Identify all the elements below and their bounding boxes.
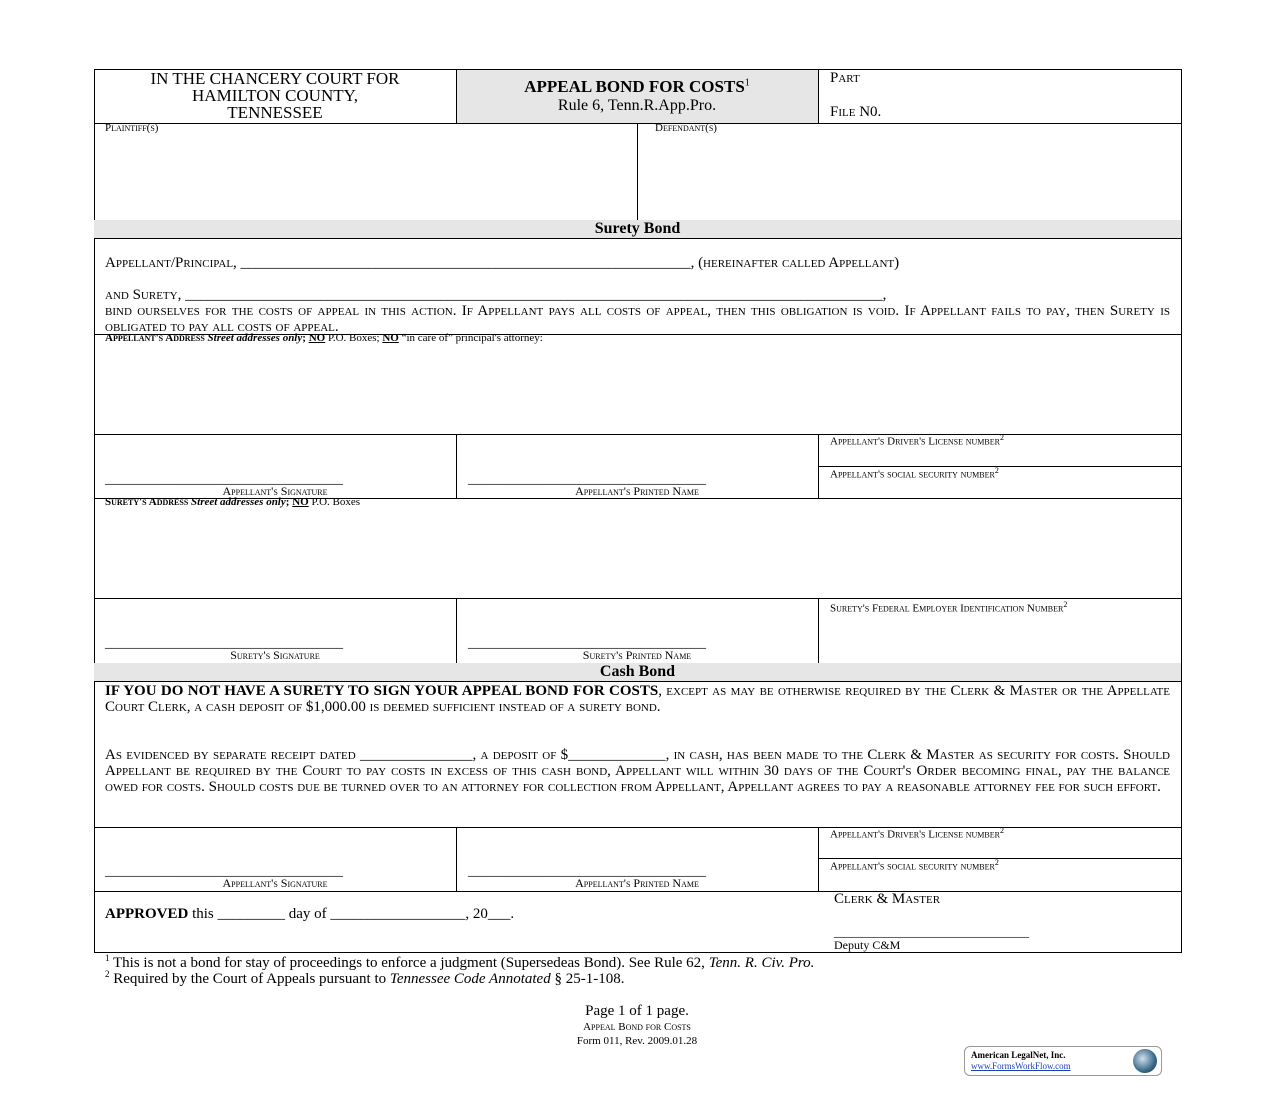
no-text: NO bbox=[308, 332, 326, 344]
page-footer bbox=[437, 1003, 837, 1048]
footnote-1: $^1$ This is not a bond for stay of proceedings to enforce a judgment (Supersedeas Bond). See Rule 62, Tenn. R. Civ. Pro. bbox=[105, 953, 815, 971]
form-number: Form 011, Rev. 2009.01.28 bbox=[576, 1035, 698, 1047]
form-title bbox=[456, 77, 818, 115]
appellant-signature-line[interactable]: __________________________________ bbox=[105, 472, 343, 487]
principal-blank[interactable]: ____________________________________________________________ bbox=[240, 255, 691, 271]
address-label: Appellant's Address bbox=[105, 332, 205, 344]
address-note: Street addresses only bbox=[191, 496, 286, 508]
surety-printed-name-line[interactable]: __________________________________ bbox=[468, 636, 706, 651]
logo-company: American LegalNet, Inc. bbox=[971, 1050, 1066, 1060]
principal-suffix: , (hereinafter called Appellant) bbox=[690, 255, 900, 271]
drivers-license-label: Appellant's Driver's License number$^2$ bbox=[830, 433, 1004, 448]
clerk-master-label: Clerk & Master bbox=[834, 891, 941, 907]
cash-appellant-printed-name-label: Appellant's Printed Name bbox=[575, 876, 699, 890]
defendant-label: Defendant(s) bbox=[655, 122, 717, 134]
logo-badge bbox=[964, 1046, 1162, 1076]
ssn-label: Appellant's social security number$^2$ bbox=[830, 466, 999, 481]
no-text: NO bbox=[382, 332, 399, 344]
approved-label: APPROVED bbox=[105, 906, 189, 922]
court-name bbox=[96, 70, 454, 121]
form-title-footer: Appeal Bond for Costs bbox=[583, 1021, 691, 1033]
appellant-address-label: Appellant's Address Street addresses only; NO P.O. Boxes; NO “in care of” principal's attorney: bbox=[105, 332, 543, 344]
plaintiff-field[interactable] bbox=[96, 135, 634, 217]
care-of-text: “in care of” principal's attorney: bbox=[401, 332, 543, 344]
title-text: APPEAL BOND FOR COSTS bbox=[524, 77, 745, 96]
surety-printed-name-label: Surety's Printed Name bbox=[582, 648, 692, 662]
appellant-printed-name-line[interactable]: __________________________________ bbox=[468, 472, 706, 487]
logo-url[interactable]: www.FormsWorkFlow.com bbox=[971, 1061, 1071, 1071]
footnote-ref: 1 bbox=[744, 77, 750, 89]
deputy-signature-line[interactable]: ______________________________ bbox=[834, 924, 1029, 939]
appellant-printed-name-label: Appellant's Printed Name bbox=[575, 484, 699, 498]
court-line-3: TENNESSEE bbox=[227, 103, 323, 122]
approved-date-blanks[interactable]: this _________ day of __________________, 20___. bbox=[188, 906, 515, 922]
principal-label: Appellant/Principal, bbox=[105, 255, 237, 271]
part-label: Part bbox=[830, 70, 860, 86]
cash-text: , except as may be otherwise required by the Clerk & Master or the Appellate Court Clerk, a cash deposit of $1,000.00 is deemed sufficient instead of a surety bond. bbox=[105, 683, 1171, 715]
appellant-address-field[interactable] bbox=[96, 346, 1179, 432]
deputy-label: Deputy C&M bbox=[834, 938, 901, 952]
po-text: P.O. Boxes bbox=[311, 496, 361, 508]
address-label: Surety's Address bbox=[105, 496, 189, 508]
cash-warning: IF YOU DO NOT HAVE A SURETY TO SIGN YOUR APPEAL BOND FOR COSTS bbox=[105, 683, 659, 699]
surety-label: and Surety, bbox=[105, 287, 182, 303]
surety-address-label: Surety's Address Street addresses only; NO P.O. Boxes bbox=[105, 496, 361, 508]
fein-label: Surety's Federal Employer Identification Number$^2$ bbox=[830, 600, 1068, 615]
surety-line bbox=[105, 287, 1170, 303]
plaintiff-label: Plaintiff(s) bbox=[105, 122, 159, 134]
page-number: Page 1 of 1 page. bbox=[585, 1003, 689, 1019]
obligation-text: bind ourselves for the costs of appeal in this action. If Appellant pays all costs of appeal, then this obligation is void. If Appellant fails to pay, then Surety is obligated to pay all costs of appeal. bbox=[105, 303, 1170, 335]
subtitle: Rule 6, Tenn.R.App.Pro. bbox=[557, 97, 717, 114]
surety-signature-line[interactable]: __________________________________ bbox=[105, 636, 343, 651]
cash-drivers-license-label: Appellant's Driver's License number$^2$ bbox=[830, 826, 1004, 841]
cash-paragraph-1 bbox=[105, 683, 1170, 715]
cash-appellant-signature-label: Appellant's Signature bbox=[222, 876, 328, 890]
surety-address-field[interactable] bbox=[96, 510, 1179, 596]
cash-paragraph-2: As evidenced by separate receipt dated _______________, a deposit of $_____________, in cash, has been made to the Clerk & Master as security for costs. Should Appellant be required by the Court to pay costs in excess of this cash bond, Appellant will within 30 days of the Court's Order becoming final, pay the balance owed for costs. Should costs due be turned over to an attorney for collection from Appellant, Appellant agrees to pay a reasonable attorney fee for such effort. bbox=[105, 747, 1170, 795]
court-line-1: IN THE CHANCERY COURT FOR bbox=[150, 69, 400, 88]
defendant-field[interactable] bbox=[640, 135, 1178, 217]
cash-appellant-signature-line[interactable]: __________________________________ bbox=[105, 864, 343, 879]
cash-bond-heading: Cash Bond bbox=[94, 663, 1181, 681]
cash-appellant-printed-name-line[interactable]: __________________________________ bbox=[468, 864, 706, 879]
principal-line bbox=[105, 255, 1170, 271]
globe-icon bbox=[1133, 1049, 1157, 1073]
file-no-label: File N0. bbox=[830, 104, 882, 120]
surety-signature-label: Surety's Signature bbox=[230, 648, 320, 662]
no-text: NO bbox=[292, 496, 309, 508]
approved-line bbox=[105, 906, 514, 923]
surety-bond-heading: Surety Bond bbox=[94, 220, 1181, 238]
footnote-2: $^2$ Required by the Court of Appeals pursuant to Tennessee Code Annotated § 25-1-108. bbox=[105, 969, 625, 987]
surety-blank[interactable]: _____________________________________________________________________________________________, bbox=[185, 287, 887, 303]
po-text: P.O. Boxes; bbox=[327, 332, 380, 344]
cash-ssn-label: Appellant's social security number$^2$ bbox=[830, 858, 999, 873]
appellant-signature-label: Appellant's Signature bbox=[222, 484, 328, 498]
court-line-2: HAMILTON COUNTY, bbox=[192, 86, 358, 105]
address-note: Street addresses only bbox=[207, 332, 303, 344]
